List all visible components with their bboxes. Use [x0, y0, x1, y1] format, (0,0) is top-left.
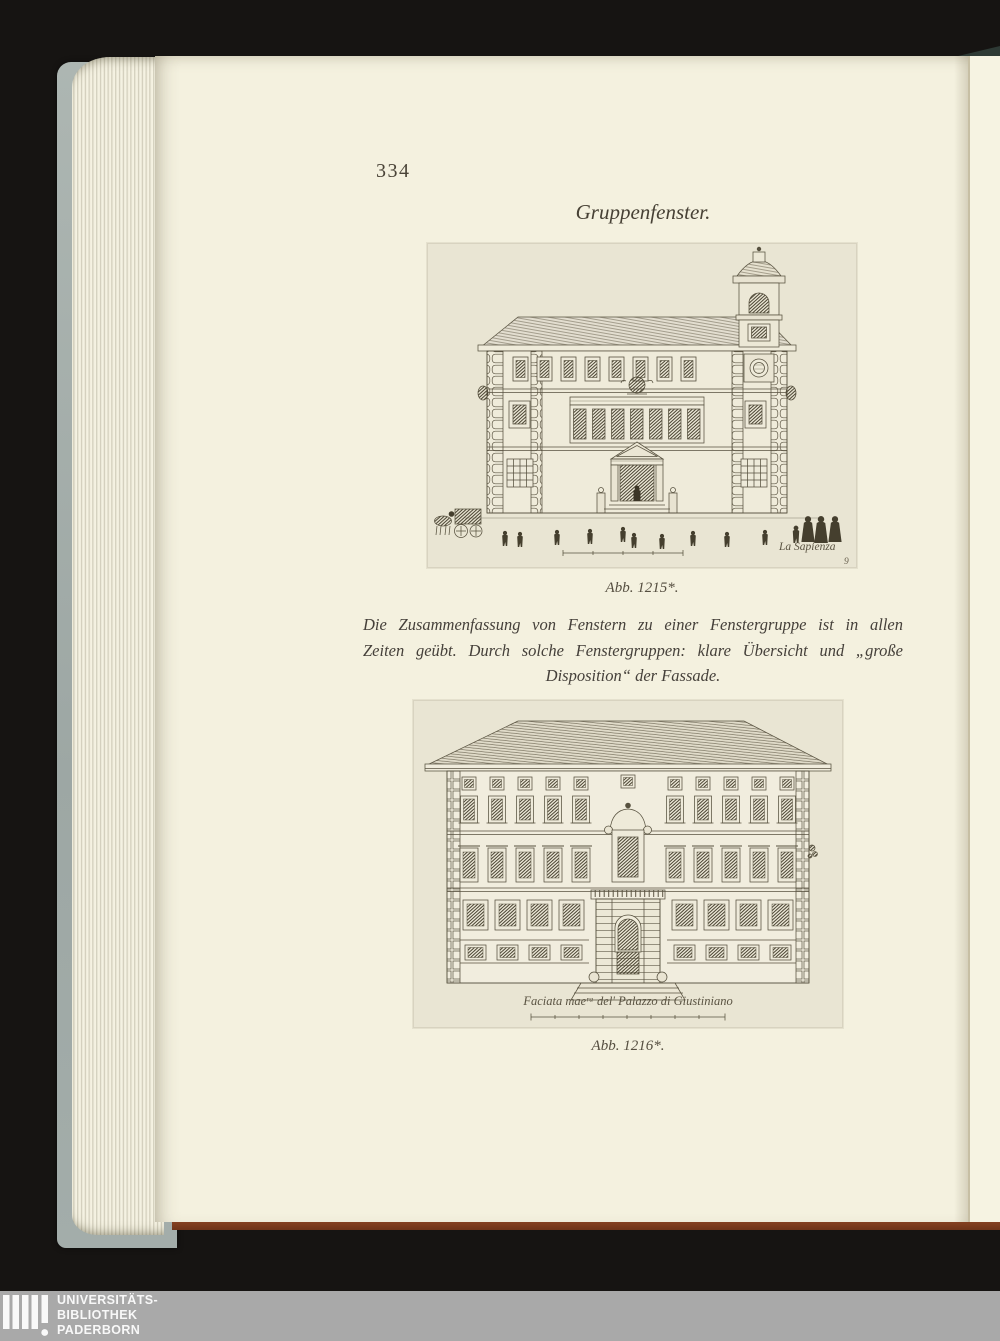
figure-plate-1216 — [413, 700, 843, 1028]
plate-inscription: Faciata maeʳᵃ del' Palazzo di Giustiniano — [523, 994, 733, 1008]
body-paragraph — [363, 612, 903, 689]
book-page — [155, 56, 1000, 1222]
library-logo-text-line: PADERBORN — [57, 1323, 141, 1337]
plate-inscription: La Sapienza — [779, 541, 836, 553]
paragraph-line: Die Zusammenfassung von Fenstern zu einer Fenstergruppe ist in allen — [363, 615, 903, 634]
plate-corner-mark: 9 — [844, 557, 849, 567]
gutter-shadow — [954, 56, 968, 1222]
paragraph-line: Zeiten geübt. Durch solche Fenstergruppen: klare Übersicht und „große — [363, 640, 903, 660]
next-page-edge — [970, 56, 1000, 1222]
library-logo-text-line: UNIVERSITÄTS- — [57, 1293, 159, 1307]
engraving-palazzo-giustiniani — [413, 700, 843, 1028]
library-logo-icon — [3, 1294, 53, 1339]
library-logo-text-line: BIBLIOTHEK — [57, 1308, 138, 1322]
engraving-la-sapienza — [427, 243, 857, 568]
library-logo-text — [57, 1293, 158, 1338]
figure-caption-1215: Abb. 1215*. — [605, 580, 679, 596]
page-edge-stack — [72, 57, 164, 1235]
figure-caption-1216: Abb. 1216*. — [591, 1038, 665, 1054]
page-number: 334 — [376, 160, 411, 182]
paragraph-line: Disposition“ der Fassade. — [545, 666, 721, 685]
section-heading: Gruppenfenster. — [575, 200, 711, 224]
library-watermark-bar — [0, 1291, 1000, 1341]
figure-plate-1215 — [427, 243, 857, 568]
